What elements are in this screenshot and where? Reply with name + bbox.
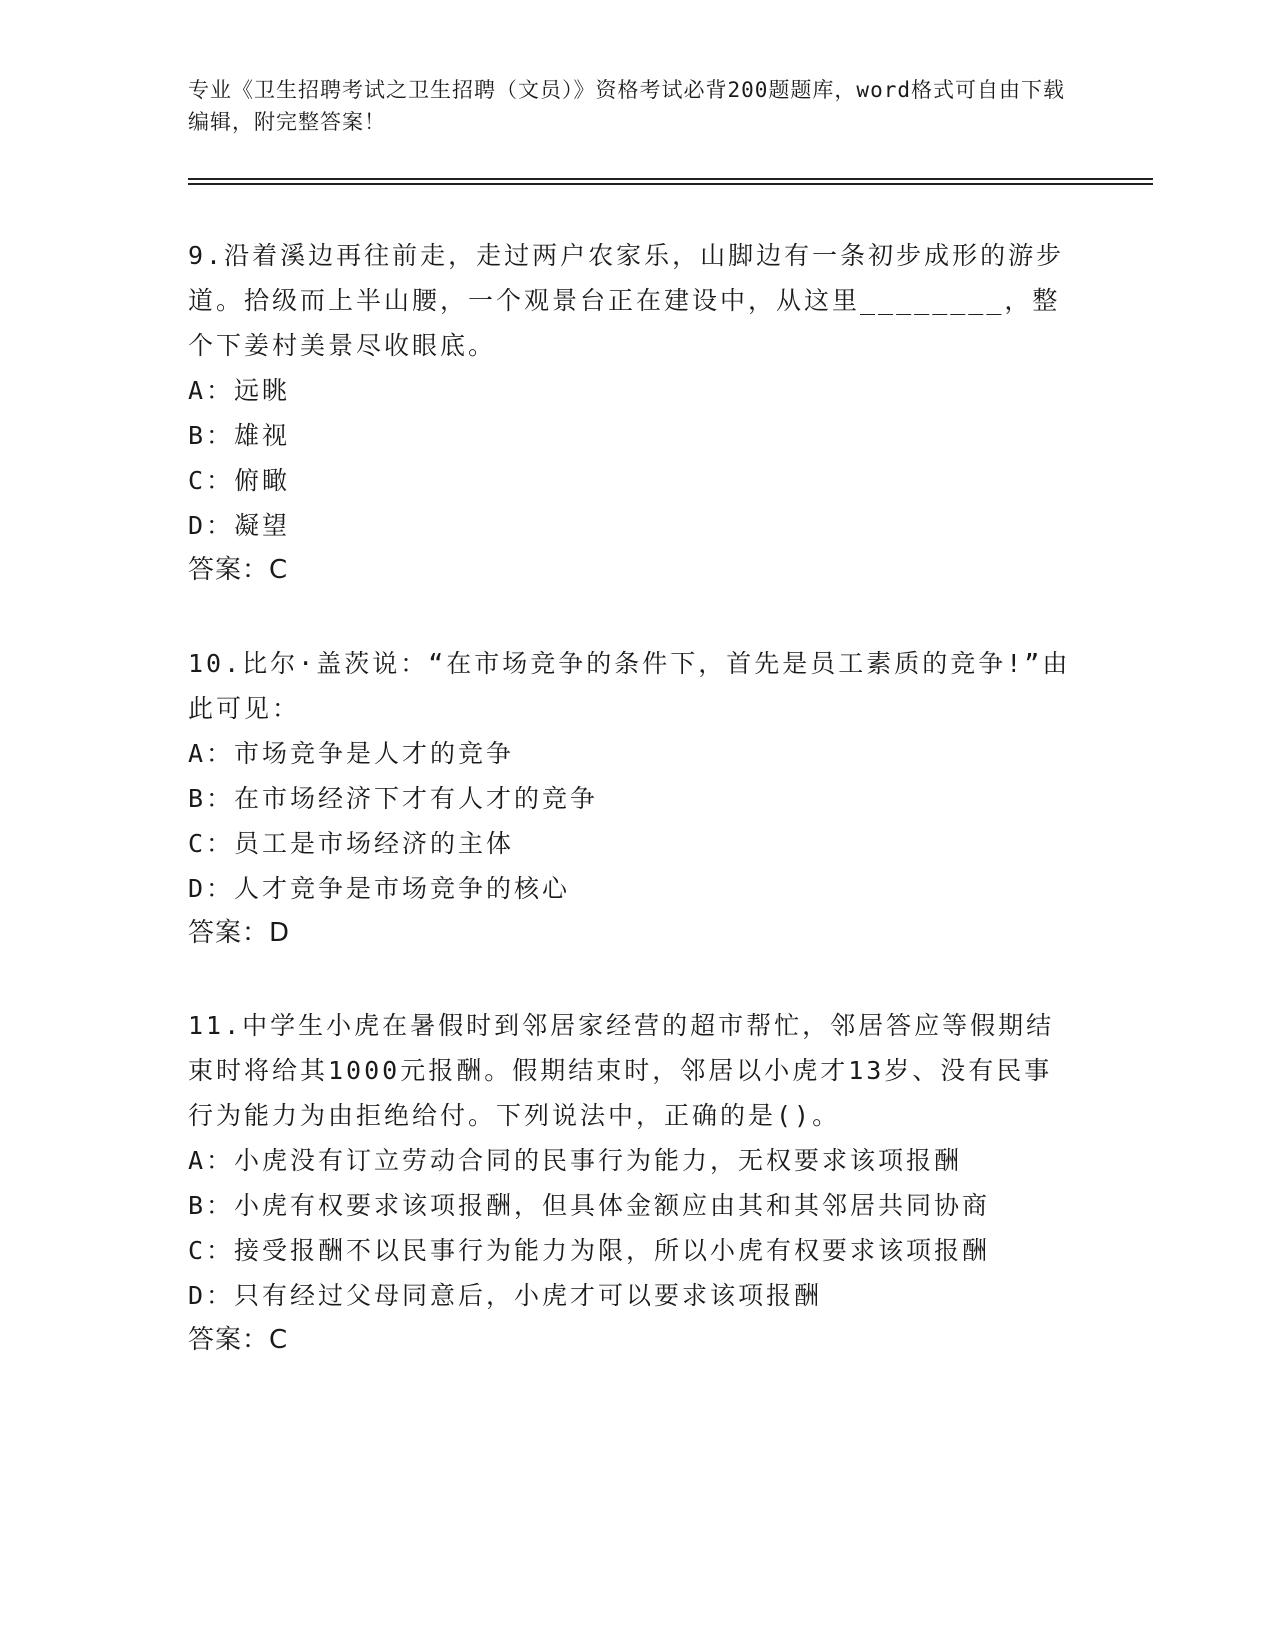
header-divider-top <box>188 178 1153 180</box>
header-divider-bottom <box>188 183 1153 185</box>
answer: 答案：D <box>188 918 291 948</box>
question-10 <box>188 641 1078 956</box>
option-b: B：小虎有权要求该项报酬，但具体金额应由其和其邻居共同协商 <box>188 1191 991 1220</box>
answer: 答案：C <box>188 1325 289 1355</box>
option-b: B：在市场经济下才有人才的竞争 <box>188 784 599 813</box>
question-stem: 11.中学生小虎在暑假时到邻居家经营的超市帮忙，邻居答应等假期结束时将给其1000元报酬。假期结束时，邻居以小虎才13岁、没有民事行为能力为由拒绝给付。下列说法中，正确的是()。 <box>188 1011 1055 1130</box>
option-d: D：凝望 <box>188 511 291 540</box>
option-c: C：俯瞰 <box>188 466 291 495</box>
question-9 <box>188 233 1078 593</box>
option-b: B：雄视 <box>188 421 291 450</box>
option-d: D：只有经过父母同意后，小虎才可以要求该项报酬 <box>188 1281 823 1310</box>
option-a: A：小虎没有订立劳动合同的民事行为能力，无权要求该项报酬 <box>188 1146 963 1175</box>
option-a: A：市场竞争是人才的竞争 <box>188 739 515 768</box>
question-11 <box>188 1003 1078 1363</box>
option-a: A：远眺 <box>188 376 291 405</box>
answer: 答案：C <box>188 555 289 585</box>
question-stem: 9.沿着溪边再往前走，走过两户农家乐，山脚边有一条初步成形的游步道。拾级而上半山腰，一个观景台正在建设中，从这里________，整个下姜村美景尽收眼底。 <box>188 241 1065 360</box>
question-stem: 10.比尔·盖茨说：“在市场竞争的条件下，首先是员工素质的竞争!”由此可见： <box>188 649 1071 723</box>
document-header: 专业《卫生招聘考试之卫生招聘（文员）》资格考试必背200题题库，word格式可自由下载编辑，附完整答案！ <box>188 78 1065 134</box>
option-c: C：接受报酬不以民事行为能力为限，所以小虎有权要求该项报酬 <box>188 1236 991 1265</box>
option-c: C：员工是市场经济的主体 <box>188 829 515 858</box>
option-d: D：人才竞争是市场竞争的核心 <box>188 874 571 903</box>
